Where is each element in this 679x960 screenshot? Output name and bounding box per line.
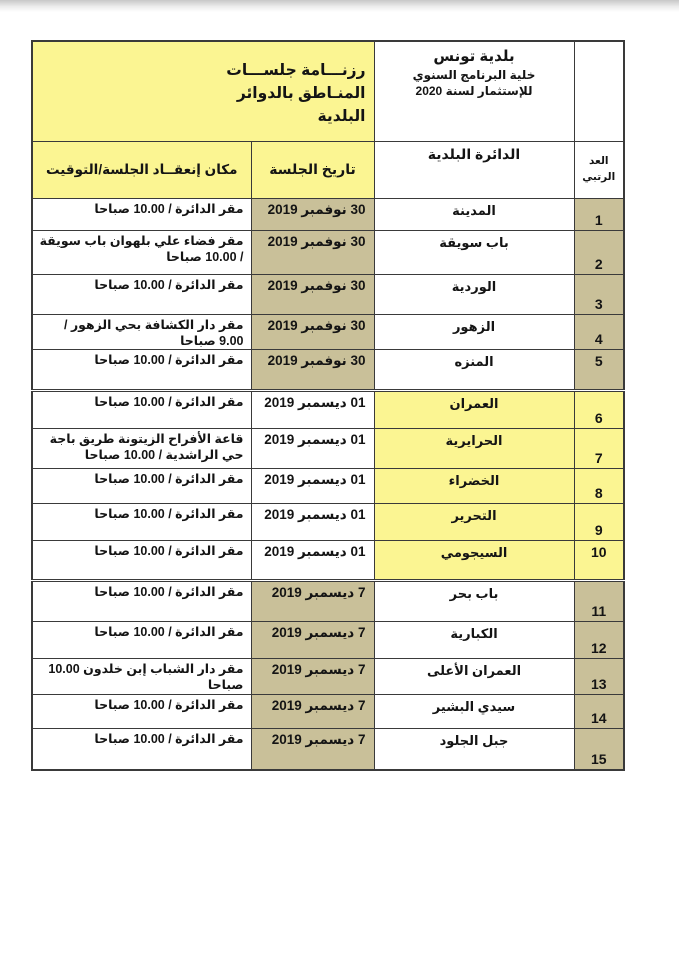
district-cell: التحرير [374,504,574,541]
location-cell: مقر دار الشباب إبن خلدون 10.00 صباحا [32,659,251,695]
table-row [32,429,624,469]
location-cell: مقر الدائرة / 10.00 صباحا [32,694,251,728]
district-cell: سيدي البشير [374,694,574,728]
row-number-cell: 15 [574,728,624,770]
row-number-cell: 11 [574,581,624,622]
org-unit: خلية البرنامج السنوي [412,67,536,82]
row-number-cell: 12 [574,622,624,659]
location-cell: مقر الدائرة / 10.00 صباحا [32,581,251,622]
scan-edge-shadow [0,0,679,12]
date-cell: 30 نوفمبر 2019 [251,350,374,391]
table-row [32,230,624,274]
location-cell: مقر دار الكشافة بحي الزهور / 9.00 صباحا [32,314,251,350]
location-cell: مقر الدائرة / 10.00 صباحا [32,350,251,391]
table-row [32,504,624,541]
table-row [32,622,624,659]
table-row [32,274,624,314]
row-number-cell: 1 [574,198,624,230]
table-row [32,541,624,581]
date-cell: 7 ديسمبر 2019 [251,622,374,659]
district-cell: العمران [374,391,574,429]
row-number-cell: 10 [574,541,624,581]
date-cell: 7 ديسمبر 2019 [251,581,374,622]
column-header-district: الدائرة البلدية [374,141,574,198]
district-cell: باب سويقة [374,230,574,274]
district-cell: باب بحر [374,581,574,622]
column-header-number [574,141,624,198]
location-cell: مقر الدائرة / 10.00 صباحا [32,728,251,770]
district-cell: العمران الأعلى [374,659,574,695]
org-year: للإستثمار لسنة 2020 [415,83,533,98]
column-header-number-line1: العد [588,154,609,167]
date-cell: 7 ديسمبر 2019 [251,694,374,728]
table-body [32,198,624,770]
date-cell: 30 نوفمبر 2019 [251,198,374,230]
row-number-cell: 6 [574,391,624,429]
row-number-cell: 7 [574,429,624,469]
location-cell: مقر الدائرة / 10.00 صباحا [32,274,251,314]
header-row-title [32,41,624,141]
row-number-cell: 5 [574,350,624,391]
organization-cell [374,41,574,141]
district-cell: الوردية [374,274,574,314]
district-cell: المنزه [374,350,574,391]
location-cell: مقر الدائرة / 10.00 صباحا [32,469,251,504]
org-name: بلدية تونس [433,48,515,65]
location-cell: مقر فضاء علي بلهوان باب سويقة / 10.00 صباحا [32,230,251,274]
date-cell: 7 ديسمبر 2019 [251,659,374,695]
location-cell: مقر الدائرة / 10.00 صباحا [32,391,251,429]
district-cell: جبل الجلود [374,728,574,770]
district-cell: الزهور [374,314,574,350]
row-number-cell: 14 [574,694,624,728]
document-title-cell [32,41,374,141]
date-cell: 30 نوفمبر 2019 [251,314,374,350]
schedule-table [31,40,625,771]
location-cell: قاعة الأفراح الزيتونة طريق باجة حي الراشدية / 10.00 صباحا [32,429,251,469]
date-cell: 01 ديسمبر 2019 [251,504,374,541]
header-row-columns [32,141,624,198]
table-row [32,350,624,391]
district-cell: الكبارية [374,622,574,659]
title-line-3: البلدية [317,108,366,126]
row-number-cell: 4 [574,314,624,350]
row-number-cell: 8 [574,469,624,504]
table-row [32,581,624,622]
table-row [32,694,624,728]
district-cell: المدينة [374,198,574,230]
table-row [32,198,624,230]
column-header-location: مكان إنعقــاد الجلسة/التوقيت [32,141,251,198]
date-cell: 01 ديسمبر 2019 [251,469,374,504]
date-cell: 01 ديسمبر 2019 [251,541,374,581]
row-number-cell: 9 [574,504,624,541]
table-row [32,314,624,350]
header-corner-cell [574,41,624,141]
date-cell: 30 نوفمبر 2019 [251,274,374,314]
location-cell: مقر الدائرة / 10.00 صباحا [32,198,251,230]
row-number-cell: 3 [574,274,624,314]
table-row [32,728,624,770]
table-row [32,391,624,429]
row-number-cell: 2 [574,230,624,274]
date-cell: 30 نوفمبر 2019 [251,230,374,274]
column-header-date: تاريخ الجلسة [251,141,374,198]
row-number-cell: 13 [574,659,624,695]
district-cell: الخضراء [374,469,574,504]
title-line-2: المنـاطق بالدوائر [236,85,366,102]
column-header-number-line2: الرتبي [582,170,616,183]
table-row [32,469,624,504]
district-cell: الحرايرية [374,429,574,469]
date-cell: 7 ديسمبر 2019 [251,728,374,770]
table-row [32,659,624,695]
date-cell: 01 ديسمبر 2019 [251,429,374,469]
district-cell: السيجومي [374,541,574,581]
location-cell: مقر الدائرة / 10.00 صباحا [32,504,251,541]
date-cell: 01 ديسمبر 2019 [251,391,374,429]
title-line-1: رزنـــامة جلســـات [226,61,366,79]
location-cell: مقر الدائرة / 10.00 صباحا [32,541,251,581]
location-cell: مقر الدائرة / 10.00 صباحا [32,622,251,659]
